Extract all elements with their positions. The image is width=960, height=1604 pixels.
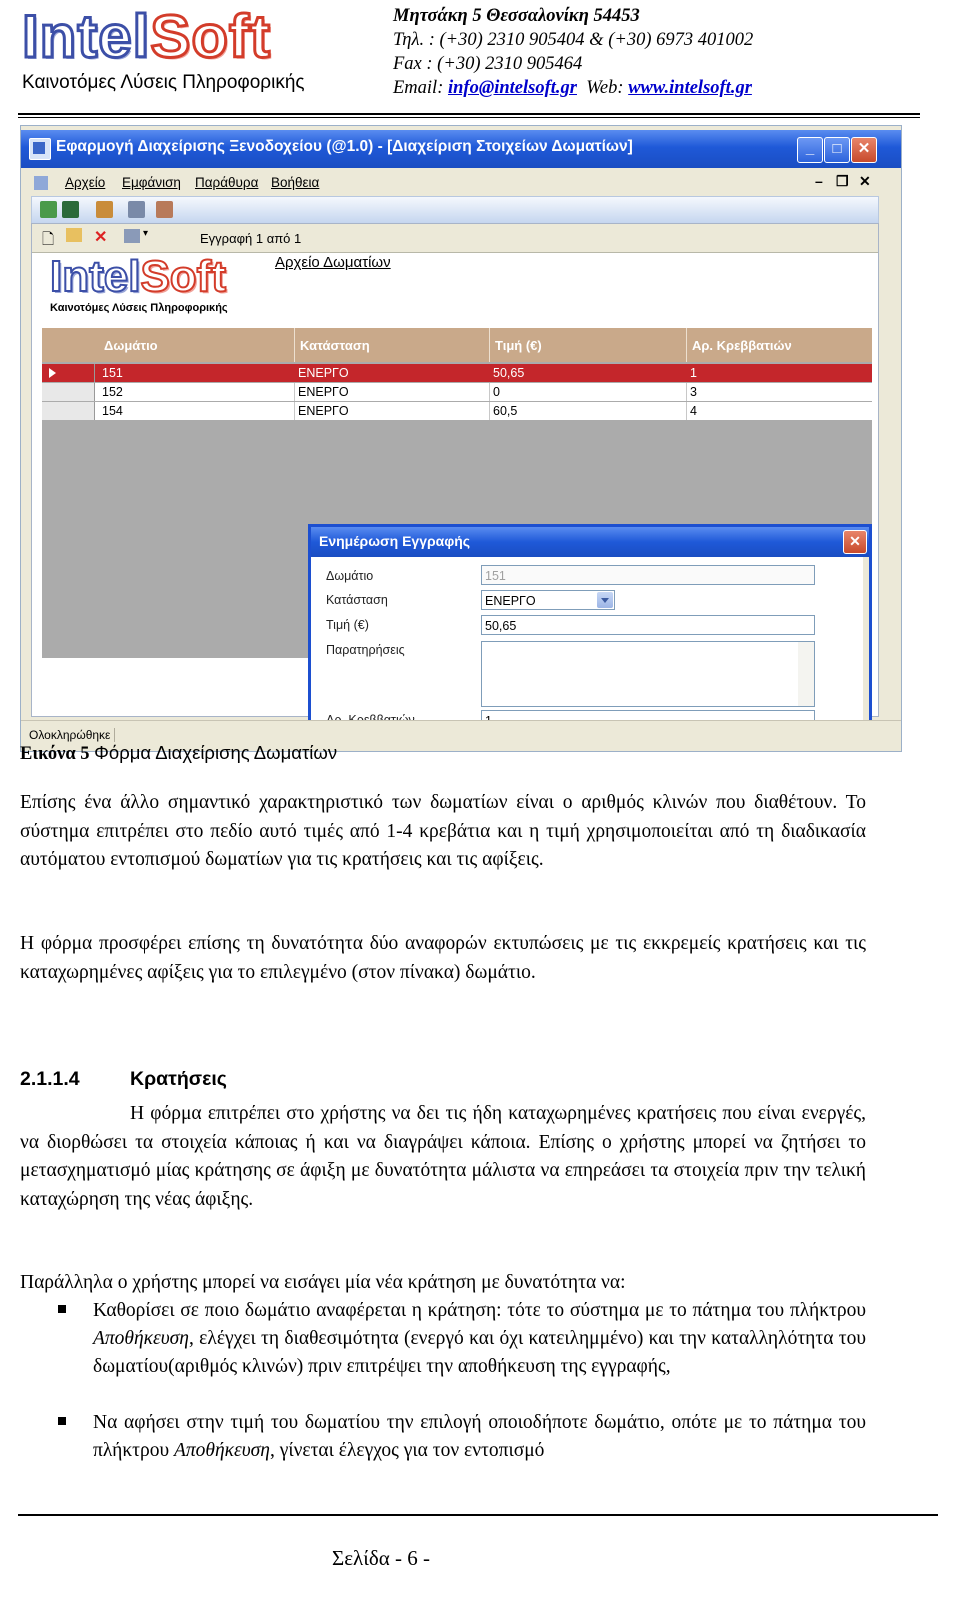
contact-block xyxy=(393,4,753,100)
price-label: Τιμή (€) xyxy=(326,618,369,632)
paragraph-reports: Η φόρμα προσφέρει επίσης τη δυνατότητα δύο αναφορών εκτυπώσεις με τις εκκρεμείς κρατήσεις και τις καταχωρημένες αφίξεις για το επιλεγμένο (στον πίνακα) δωμάτιο. xyxy=(20,933,866,983)
page-number: Σελίδα - 6 - xyxy=(332,1546,431,1570)
menu-file[interactable]: Αρχείο xyxy=(65,175,106,190)
price-field[interactable]: 50,65 xyxy=(481,615,815,635)
row-selected-icon xyxy=(49,368,56,378)
report-icon[interactable] xyxy=(156,201,173,218)
menu-help[interactable]: Βοήθεια xyxy=(271,175,320,190)
room-field[interactable]: 151 xyxy=(481,565,815,585)
menu-view[interactable]: Εμφάνιση xyxy=(122,175,181,190)
window-title: Εφαρμογή Διαχείρισης Ξενοδοχείου (@1.0) - [Διαχείριση Στοιχείων Δωματίων] xyxy=(56,138,633,155)
printer-icon[interactable] xyxy=(128,201,145,218)
web-label: Web: xyxy=(586,78,624,98)
print-icon[interactable] xyxy=(124,229,140,243)
maximize-icon[interactable]: □ xyxy=(824,137,850,163)
list-item: Να αφήσει στην τιμή του δωματίου την επιλογή οποιοδήποτε δωμάτιο, οπότε με το πάτημα του πλήκτρου Αποθήκευση, γίνεται έλεγχος για τον εντοπισμό xyxy=(93,1412,866,1461)
bullet-icon xyxy=(58,1417,66,1425)
form-title: Αρχείο Δωματίων xyxy=(275,254,391,271)
app-window-icon xyxy=(29,138,51,160)
home-icon[interactable] xyxy=(96,201,113,218)
section-number: 2.1.1.4 xyxy=(20,1068,80,1090)
paragraph-reservations: Η φόρμα επιτρέπει στο χρήστης να δει τις ήδη καταχωρημένες κρατήσεις που είναι ενεργές, να διορθώσει τα στοιχεία κάποιας ή και να διαγράψει κάποια. Επίσης ο χρήστης μπορεί να ζητήσει το μετασχηματισμό μίας κράτησης σε άφιξη με δυνατότητα μάλιστα να επηρεάσει τα στοιχεία πριν την τελική καταχώρηση της νέας άφιξης. xyxy=(20,1103,866,1210)
header-rule xyxy=(18,113,920,115)
contact-fax: Fax : (+30) 2310 905464 xyxy=(393,54,583,74)
record-toolbar xyxy=(32,224,878,253)
email-label: Email: xyxy=(393,78,444,98)
company-logo xyxy=(22,3,322,70)
status-label: Κατάσταση xyxy=(326,593,388,607)
status-select[interactable]: ΕΝΕΡΓΟ xyxy=(481,590,615,610)
bullet-icon xyxy=(58,1305,66,1313)
logo-text-intel: Intel xyxy=(22,3,151,70)
list-item: Καθορίσει σε ποιο δωμάτιο αναφέρεται η κράτηση: τότε το σύστημα με το πάτημα του πλήκτρου Αποθήκευση, ελέγχει τη διαθεσιμότητα (ενεργό και όχι κατειλημμένο) και την καταλληλότητα του δωματίου(αριθμός κλινών) πριν επιτρέψει την αποθήκευση της εγγραφής, xyxy=(93,1300,866,1377)
contact-web-line xyxy=(393,76,753,100)
contact-address: Μητσάκη 5 Θεσσαλονίκη 54453 xyxy=(393,6,640,26)
contact-phone: Τηλ. : (+30) 2310 905404 & (+30) 6973 401002 xyxy=(393,30,754,50)
close-icon[interactable]: ✕ xyxy=(851,137,877,163)
network-icon[interactable] xyxy=(62,201,79,218)
dialog-title: Ενημέρωση Εγγραφής xyxy=(319,533,471,549)
mdi-minimize-icon[interactable]: – xyxy=(815,173,823,189)
mdi-restore-icon[interactable]: ❐ xyxy=(836,173,849,189)
paragraph-beds: Επίσης ένα άλλο σημαντικό χαρακτηριστικό των δωματίων είναι ο αριθμός κλινών που διαθέτουν. Το σύστημα επιτρέπει στο πεδίο αυτό τιμές από 1-4 κρεβάτια και η τιμή χρησιμοποιείται από τη διαδικασία αυτόματου εντοπισμού δωματίων για τις κρατήσεις και τις αφίξεις. xyxy=(20,792,866,870)
table-row[interactable]: 151 ΕΝΕΡΓΟ 50,65 1 xyxy=(42,364,872,382)
new-record-icon[interactable]: 🗋 xyxy=(42,231,55,248)
app-screenshot xyxy=(20,125,902,752)
company-tagline: Καινοτόμες Λύσεις Πληροφορικής xyxy=(22,72,305,93)
paragraph-new-reservation: Παράλληλα ο χρήστης μπορεί να εισάγει μία νέα κράτηση με δυνατότητα να: xyxy=(20,1272,626,1293)
section-heading xyxy=(20,1068,227,1091)
form-logo xyxy=(50,254,270,322)
table-row[interactable]: 154 ΕΝΕΡΓΟ 60,5 4 xyxy=(42,402,872,420)
open-folder-icon[interactable] xyxy=(66,228,82,242)
database-icon[interactable] xyxy=(40,201,57,218)
dialog-close-icon[interactable]: ✕ xyxy=(843,530,867,554)
mdi-close-icon[interactable]: ✕ xyxy=(859,173,871,189)
footer-rule xyxy=(18,1514,938,1516)
col-price[interactable]: Τιμή (€) xyxy=(495,338,542,353)
rooms-form xyxy=(31,223,879,717)
notes-label: Παρατηρήσεις xyxy=(326,643,405,657)
web-link[interactable]: www.intelsoft.gr xyxy=(628,78,752,98)
dialog-titlebar xyxy=(308,524,872,557)
caption-label: Εικόνα 5 xyxy=(20,744,90,764)
email-link[interactable]: info@intelsoft.gr xyxy=(447,78,577,98)
record-counter: Εγγραφή 1 από 1 xyxy=(200,231,302,246)
menu-bar xyxy=(21,171,901,196)
figure-caption xyxy=(20,742,337,765)
table-row[interactable]: 152 ΕΝΕΡΓΟ 0 3 xyxy=(42,383,872,401)
form-logo-soft: Soft xyxy=(140,252,226,301)
caption-title: Φόρμα Διαχείρισης Δωματίων xyxy=(94,742,338,763)
header-rule-thin xyxy=(18,117,920,118)
grid-header xyxy=(42,328,872,362)
main-toolbar xyxy=(31,196,879,224)
form-logo-tagline: Καινοτόμες Λύσεις Πληροφορικής xyxy=(50,302,228,314)
col-status[interactable]: Κατάσταση xyxy=(300,338,370,353)
minimize-icon[interactable]: _ xyxy=(797,137,823,163)
logo-text-soft: Soft xyxy=(150,3,271,70)
delete-icon[interactable]: ✕ xyxy=(94,229,108,246)
col-room[interactable]: Δωμάτιο xyxy=(104,338,158,353)
section-title: Κρατήσεις xyxy=(130,1068,227,1090)
room-label: Δωμάτιο xyxy=(326,569,374,583)
notes-field[interactable] xyxy=(481,641,815,707)
document-icon xyxy=(34,176,48,190)
form-logo-intel: Intel xyxy=(50,252,141,301)
notes-scrollbar[interactable] xyxy=(798,642,814,706)
menu-windows[interactable]: Παράθυρα xyxy=(195,175,259,190)
status-text: Ολοκληρώθηκε xyxy=(25,728,115,742)
update-record-dialog xyxy=(308,524,872,752)
window-titlebar xyxy=(21,130,901,168)
col-beds[interactable]: Αρ. Κρεββατιών xyxy=(692,338,792,353)
chevron-down-icon[interactable] xyxy=(597,592,613,608)
chevron-down-icon[interactable]: ▾ xyxy=(143,228,149,239)
